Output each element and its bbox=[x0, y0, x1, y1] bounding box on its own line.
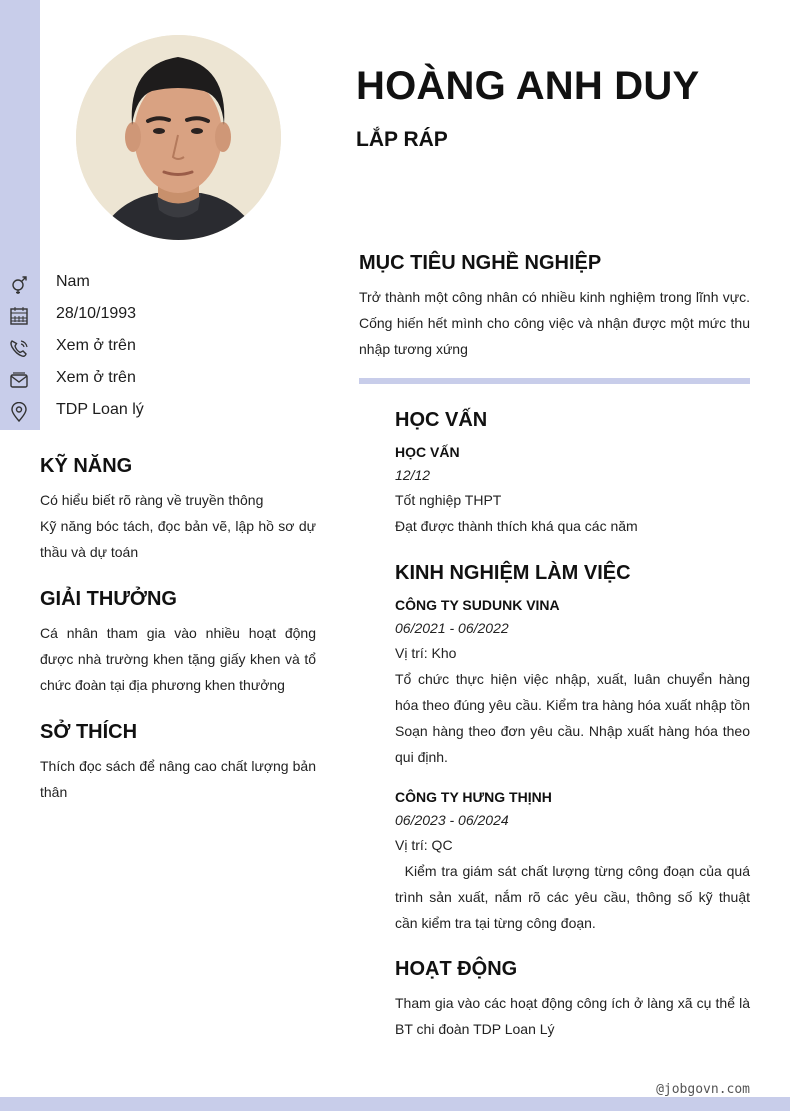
skills-section bbox=[40, 453, 316, 565]
job-position: Vị trí: QC bbox=[395, 837, 453, 853]
job-description: Kiểm tra giám sát chất lượng từng công đoạn của quá trình sản xuất, nắm rõ các yêu cầu, thông số kỹ thuật cần kiểm tra tại từng công đoạn. bbox=[395, 863, 754, 931]
objective-text: Trở thành một công nhân có nhiều kinh nghiệm trong lĩnh vực. Cống hiến hết mình cho công việc và nhận được một mức thu nhập tương xứng bbox=[359, 289, 750, 357]
company-name: CÔNG TY HƯNG THỊNH bbox=[395, 789, 552, 805]
objective-section bbox=[359, 250, 750, 362]
mail-icon bbox=[8, 370, 30, 390]
candidate-name: HOÀNG ANH DUY bbox=[356, 64, 700, 108]
experience-item bbox=[395, 786, 754, 936]
skills-heading: KỸ NĂNG bbox=[40, 455, 133, 477]
phone-icon bbox=[8, 338, 30, 358]
email-value: Xem ở trên bbox=[56, 369, 136, 386]
job-date: 06/2021 - 06/2022 bbox=[395, 620, 509, 636]
watermark: @jobgovn.com bbox=[656, 1082, 750, 1097]
location-icon bbox=[8, 402, 30, 422]
avatar bbox=[76, 35, 281, 240]
job-description: Tổ chức thực hiện việc nhập, xuất, luân chuyển hàng hóa theo đúng yêu cầu. Kiểm tra hàng hóa xuất nhập tồn Soạn hàng theo đơn yêu cầu. Nhập xuất hàng hóa theo qui định. bbox=[395, 671, 750, 765]
hobbies-heading: SỞ THÍCH bbox=[40, 721, 138, 743]
activities-section bbox=[395, 956, 750, 1042]
objective-heading: MỤC TIÊU NGHỀ NGHIỆP bbox=[359, 252, 602, 274]
experience-item bbox=[395, 594, 750, 770]
address-value: TDP Loan lý bbox=[56, 401, 144, 418]
hobbies-text: Thích đọc sách để nâng cao chất lượng bản thân bbox=[40, 758, 316, 800]
gender-value: Nam bbox=[56, 273, 90, 290]
info-row-birthdate bbox=[0, 300, 320, 332]
experience-section bbox=[395, 560, 754, 936]
job-title: LẮP RÁP bbox=[356, 128, 448, 151]
awards-text: Cá nhân tham gia vào nhiều hoạt động được nhà trường khen tặng giấy khen và tổ chức đoàn tại địa phương khen thưởng bbox=[40, 625, 316, 693]
birthdate-value: 28/10/1993 bbox=[56, 305, 137, 322]
activities-text: Tham gia vào các hoạt động công ích ở làng xã cụ thể là BT chi đoàn TDP Loan Lý bbox=[395, 995, 750, 1037]
job-date: 06/2023 - 06/2024 bbox=[395, 812, 509, 828]
company-name: CÔNG TY SUDUNK VINA bbox=[395, 597, 560, 613]
info-row-phone bbox=[0, 332, 320, 364]
info-row-email bbox=[0, 364, 320, 396]
education-title: HỌC VẤN bbox=[395, 444, 460, 460]
education-section bbox=[395, 407, 750, 539]
skill-line: Có hiểu biết rõ ràng về truyền thông bbox=[40, 492, 264, 508]
section-divider bbox=[359, 378, 750, 384]
experience-heading: KINH NGHIỆM LÀM VIỆC bbox=[395, 562, 631, 584]
bottom-accent-bar bbox=[0, 1097, 790, 1111]
awards-heading: GIẢI THƯỞNG bbox=[40, 588, 177, 610]
gender-icon bbox=[8, 274, 30, 294]
info-row-address bbox=[0, 396, 320, 428]
job-position: Vị trí: Kho bbox=[395, 645, 457, 661]
education-line: Tốt nghiệp THPT bbox=[395, 492, 502, 508]
skill-line: Kỹ năng bóc tách, đọc bản vẽ, lập hồ sơ dự thầu và dự toán bbox=[40, 518, 316, 560]
info-row-gender bbox=[0, 268, 320, 300]
education-heading: HỌC VẤN bbox=[395, 409, 488, 431]
activities-heading: HOẠT ĐỘNG bbox=[395, 958, 518, 980]
personal-info bbox=[0, 268, 320, 428]
phone-value: Xem ở trên bbox=[56, 337, 136, 354]
education-date: 12/12 bbox=[395, 467, 431, 483]
calendar-icon bbox=[8, 306, 30, 326]
hobbies-section bbox=[40, 719, 316, 805]
education-line: Đạt được thành thích khá qua các năm bbox=[395, 518, 638, 534]
awards-section bbox=[40, 586, 316, 698]
